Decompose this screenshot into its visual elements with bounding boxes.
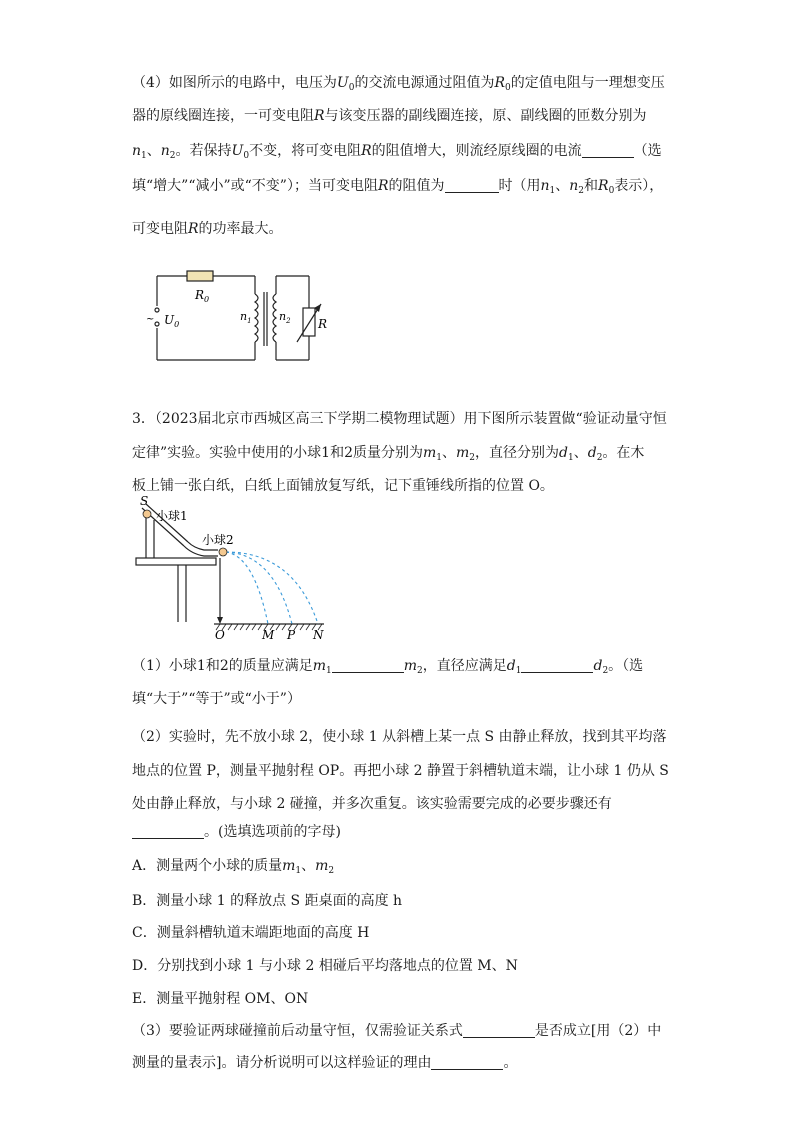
sub: 1 (436, 453, 442, 463)
symbol-R: R (377, 178, 389, 194)
sub: 1 (326, 666, 332, 676)
option-D (132, 955, 518, 975)
symbol-d: d (587, 445, 597, 461)
symbol-m: m (282, 858, 296, 874)
q4-text: 。若保持 (175, 143, 232, 159)
q4-text: 时（用 (498, 178, 541, 194)
symbol-n: n (160, 143, 170, 159)
option-C (132, 922, 369, 942)
ball-1 (143, 510, 151, 518)
q3-line-3 (132, 475, 554, 495)
p3-text: 。 (503, 1055, 518, 1071)
symbol-m: m (456, 445, 470, 461)
answer-blank[interactable] (431, 1055, 503, 1070)
trajectory-N (226, 552, 318, 624)
sub: 1 (567, 453, 574, 463)
q3-line-2 (132, 442, 644, 463)
q3-text: 。在木 (602, 445, 645, 461)
sub: 2 (596, 453, 603, 463)
q4-text: 表示）， (614, 178, 664, 194)
symbol-n: n (540, 178, 550, 194)
symbol-m: m (315, 858, 329, 874)
sub: 1 (515, 666, 522, 676)
q4-line-2 (132, 105, 647, 125)
q4-text: 的阻值增大，则流经原线圈的电流 (371, 143, 582, 159)
option-B (132, 890, 402, 910)
symbol-n: n (569, 178, 579, 194)
resistor-R0 (187, 271, 213, 281)
option-E (132, 988, 308, 1008)
q4-text: 的交流电源通过阻值为 (354, 75, 495, 91)
sub: 1 (295, 866, 302, 876)
p1-text: 。（选 (608, 658, 644, 674)
q4-line-1 (132, 72, 665, 93)
sub: 2 (169, 151, 176, 161)
p3-line-1 (132, 1020, 661, 1040)
sub: 2 (417, 666, 423, 676)
q4-text: （选 (633, 143, 662, 159)
q3-text: 定律”实验。实验中使用的小球1和2质量分别为 (132, 445, 423, 461)
sub: 2 (578, 186, 585, 196)
symbol-d: d (593, 658, 603, 674)
source-terminal (155, 308, 159, 312)
ac-symbol: ~ (146, 314, 155, 325)
label-n2: $n_2$ (279, 310, 291, 325)
p1-line-2 (132, 688, 301, 708)
symbol-m: m (422, 445, 437, 461)
q4-text: 和 (584, 178, 599, 194)
symbol-m: m (312, 658, 327, 674)
q4-text: 的阻值为 (388, 178, 445, 194)
q3-text: 、 (442, 445, 456, 461)
answer-blank[interactable] (463, 1023, 535, 1038)
q3-line-1 (132, 408, 667, 428)
p1-text: （1）小球1和2的质量应满足 (132, 658, 313, 674)
q4-text: 的定值电阻与一理想变压 (510, 75, 665, 91)
q3-text: ，直径分别为 (475, 445, 560, 461)
ball-2 (219, 548, 227, 556)
q4-line-4 (132, 175, 663, 196)
option-text: B．测量小球 1 的释放点 S 距桌面的高度 h (132, 893, 403, 909)
q4-text: （4）如图所示的电路中，电压为 (132, 75, 337, 91)
trajectory-M (226, 552, 268, 624)
answer-blank[interactable] (132, 824, 204, 839)
label-U0: $U_0$ (164, 313, 180, 329)
symbol-R: R (188, 221, 199, 237)
option-text: C．测量斜槽轨道末端距地面的高度 H (132, 925, 370, 941)
plumb-arrow (217, 617, 223, 624)
symbol-U: U (336, 75, 349, 91)
q4-text: 、 (555, 178, 570, 194)
p2-line-4 (132, 821, 341, 841)
sub: 0 (505, 83, 511, 93)
label-ball2: 小球2 (202, 533, 234, 547)
q3-text: 板上铺一张白纸，白纸上面铺放复写纸，记下重锤线所指的位置 O。 (132, 478, 554, 494)
answer-blank[interactable] (521, 658, 593, 673)
q3-text: 3．（2023届北京市西城区高三下学期二模物理试题）用下图所示装置做“验证动量守恒 (132, 411, 667, 427)
track-end-upper (184, 546, 218, 556)
label-P: P (287, 628, 296, 642)
option-A (132, 855, 334, 876)
symbol-R0: R (598, 178, 609, 194)
p2-line-1 (132, 726, 667, 746)
label-R0: $R_0$ (195, 288, 210, 304)
table-top (136, 558, 216, 565)
label-S: S (140, 494, 149, 508)
symbol-R0: R (494, 75, 506, 91)
q4-text: 不变，将可变电阻 (249, 143, 362, 159)
p2-line-3 (132, 793, 612, 813)
q4-text: 填“增大”“减小”或“不变”）；当可变电阻 (132, 178, 378, 194)
q4-text: 与该变压器的副线圈连接，原、副线圈的匝数分别为 (324, 108, 647, 124)
label-n1: $n_1$ (240, 310, 252, 325)
p3-text: 测量的量表示]。请分析说明可以这样验证的理由 (132, 1055, 432, 1071)
option-text: 、 (301, 858, 316, 874)
label-ball1: 小球1 (156, 509, 188, 523)
p2-line-2 (132, 760, 669, 780)
secondary-coil (273, 294, 276, 342)
p1-text: 填“大于”“等于”或“小于”） (132, 691, 301, 707)
sub: 2 (328, 866, 335, 876)
symbol-m: m (403, 658, 418, 674)
sub: 0 (608, 186, 615, 196)
label-R: R (318, 317, 328, 331)
p2-text: 处由静止释放，与小球 2 碰撞，并多次重复。该实验需要完成的必要步骤还有 (132, 796, 612, 812)
label-O: O (215, 628, 225, 642)
q4-text: 可变电阻 (132, 221, 188, 237)
p1-line-1 (132, 655, 643, 676)
p3-text: 是否成立[用（2）中 (534, 1023, 662, 1039)
answer-blank[interactable] (332, 658, 404, 673)
symbol-R: R (361, 143, 372, 159)
sub: 0 (348, 83, 355, 93)
q3-text: 、 (573, 445, 588, 461)
option-text: E．测量平抛射程 OM、ON (132, 991, 309, 1007)
primary-coil (255, 294, 258, 342)
q4-line-5 (132, 218, 283, 238)
sub: 2 (602, 666, 609, 676)
label-M: M (262, 628, 275, 642)
p2-text: （2）实验时，先不放小球 2，使小球 1 从斜槽上某一点 S 由静止释放，找到其平均落 (132, 729, 667, 745)
p2-text: 地点的位置 P，测量平抛射程 OP。再把小球 2 静置于斜槽轨道末端，让小球 1 仍从 S (132, 763, 669, 779)
symbol-d: d (559, 445, 568, 461)
option-text: D．分别找到小球 1 与小球 2 相碰后平均落地点的位置 M、N (132, 958, 518, 974)
trajectory-P (226, 552, 292, 624)
answer-blank[interactable] (445, 178, 499, 193)
q4-line-3 (132, 140, 662, 161)
q4-text: 的功率最大。 (198, 221, 283, 237)
circuit-diagram (145, 262, 345, 368)
apparatus-diagram (134, 494, 344, 644)
q4-text: 器的原线圈连接，一可变电阻 (132, 108, 314, 124)
answer-blank[interactable] (582, 143, 634, 158)
p2-text: 。(选填选项前的字母) (204, 824, 341, 840)
sub: 1 (141, 151, 147, 161)
p1-text: ，直径应满足 (422, 658, 507, 674)
symbol-R: R (314, 108, 325, 124)
option-text: A．测量两个小球的质量 (132, 858, 283, 874)
symbol-U: U (231, 143, 244, 159)
q4-text: 、 (146, 143, 161, 159)
source-terminal (155, 322, 159, 326)
symbol-n: n (132, 143, 142, 159)
sub: 0 (243, 151, 250, 161)
sub: 2 (469, 453, 476, 463)
label-N: N (313, 628, 324, 642)
symbol-d: d (506, 658, 516, 674)
p3-line-2 (132, 1052, 517, 1072)
p3-text: （3）要验证两球碰撞前后动量守恒，仅需验证关系式 (132, 1023, 463, 1039)
sub: 1 (549, 186, 556, 196)
